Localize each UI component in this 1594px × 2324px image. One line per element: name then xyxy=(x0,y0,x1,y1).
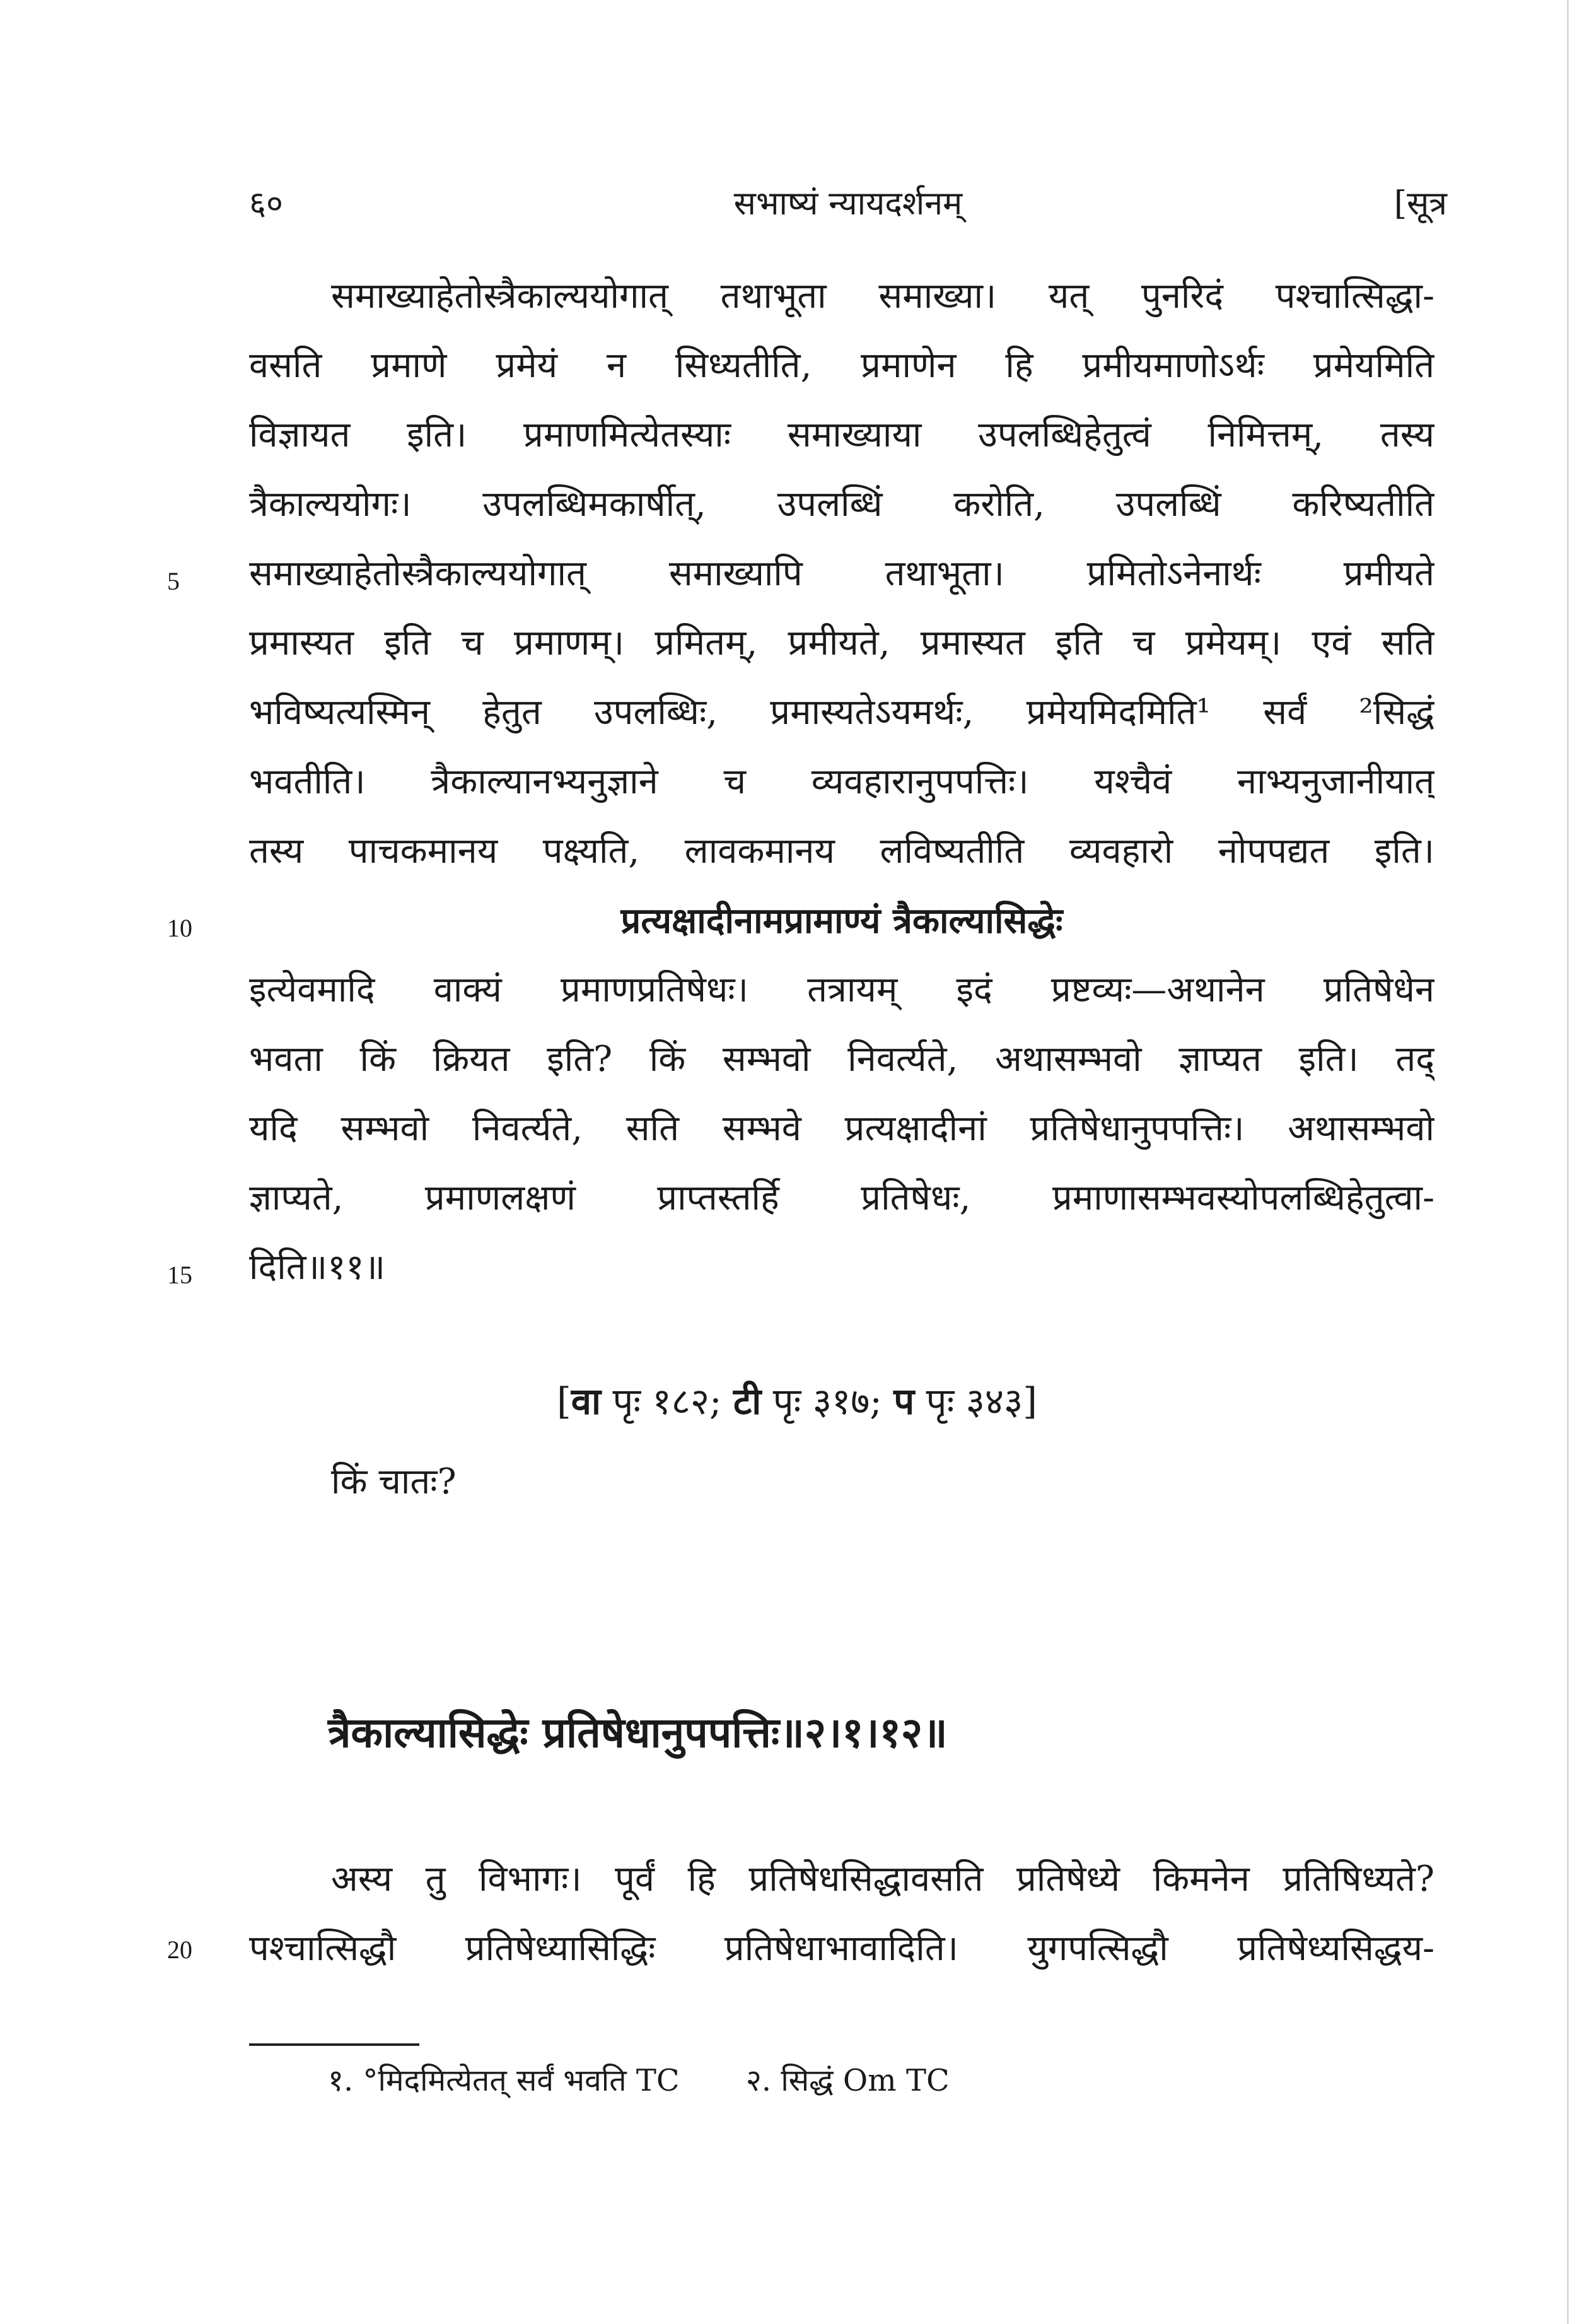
page-edge-shadow xyxy=(1567,0,1569,2324)
commentary-reference: [वा पृः १८२; टी पृः ३१७; प पृः ३४३] xyxy=(557,1380,1037,1423)
line-number: 15 xyxy=(167,1261,192,1289)
ref-parishuddhi: प xyxy=(893,1380,915,1423)
text-line: अस्य तु विभागः। पूर्वं हि प्रतिषेधसिद्धावसति प्रतिषेध्ये किमनेन प्रतिषिध्यते? xyxy=(331,1859,1434,1900)
text-line: भवता किं क्रियत इति? किं सम्भवो निवर्त्यते, अथासम्भवो ज्ञाप्यत इति। तद् xyxy=(249,1039,1434,1080)
text-line: तस्य पाचकमानय पक्ष्यति, लावकमानय लविष्यतीति व्यवहारो नोपपद्यत इति। xyxy=(249,831,1434,872)
text-line: भवतीति। त्रैकाल्यानभ्यनुज्ञाने च व्यवहारानुपपत्तिः। यश्चैवं नाभ्यनुजानीयात् xyxy=(249,761,1434,802)
footnote-rule xyxy=(249,2043,419,2046)
question-line: किं चातः? xyxy=(331,1461,457,1502)
text-line: ज्ञाप्यते, प्रमाणलक्षणं प्राप्तस्तर्हि प्रतिषेधः, प्रमाणासम्भवस्योपलब्धिहेतुत्वा- xyxy=(249,1177,1434,1218)
text-line: त्रैकाल्ययोगः। उपलब्धिमकार्षीत्, उपलब्धिं करोति, उपलब्धिं करिष्यतीति xyxy=(249,484,1434,525)
line-number: 5 xyxy=(167,567,180,595)
text-line: वसति प्रमाणे प्रमेयं न सिध्यतीति, प्रमाणेन हि प्रमीयमाणोऽर्थः प्रमेयमिति xyxy=(249,345,1434,386)
section-marker: [सूत्र xyxy=(1393,185,1447,223)
text-line: विज्ञायत इति। प्रमाणमित्येतस्याः समाख्याया उपलब्धिहेतुत्वं निमित्तम्, तस्य xyxy=(249,414,1434,455)
ref-tika: टी xyxy=(733,1380,762,1423)
text-line: यदि सम्भवो निवर्त्यते, सति सम्भवे प्रत्यक्षादीनां प्रतिषेधानुपपत्तिः। अथासम्भवो xyxy=(249,1108,1434,1149)
line-number: 20 xyxy=(167,1936,192,1964)
text-line: इत्येवमादि वाक्यं प्रमाणप्रतिषेधः। तत्रायम् इदं प्रष्टव्यः—अथानेन प्रतिषेधेन xyxy=(249,969,1434,1010)
line-number: 10 xyxy=(167,914,192,942)
text-line: भविष्यत्यस्मिन् हेतुत उपलब्धिः, प्रमास्यतेऽयमर्थः, प्रमेयमिदमिति¹ सर्वं ²सिद्धं xyxy=(249,692,1434,733)
running-header xyxy=(249,180,1447,236)
text-line: समाख्याहेतोस्त्रैकाल्ययोगात् तथाभूता समाख्या। यत् पुनरिदं पश्चात्सिद्धा- xyxy=(331,276,1434,317)
text-line: दिति॥११॥ xyxy=(249,1247,385,1288)
text-line: समाख्याहेतोस्त्रैकाल्ययोगात् समाख्यापि तथाभूता। प्रमितोऽनेनार्थः प्रमीयते xyxy=(249,553,1434,594)
quoted-sutra-line: प्रत्यक्षादीनामप्रामाण्यं त्रैकाल्यासिद्धेः xyxy=(620,900,1063,942)
footnotes xyxy=(328,2059,1006,2100)
running-title: सभाष्यं न्यायदर्शनम् xyxy=(733,185,963,223)
page-number: ६० xyxy=(249,185,284,223)
text-line: प्रमास्यत इति च प्रमाणम्। प्रमितम्, प्रमीयते, प्रमास्यत इति च प्रमेयम्। एवं सति xyxy=(249,622,1434,663)
text-line: पश्चात्सिद्धौ प्रतिषेध्यासिद्धिः प्रतिषेधाभावादिति। युगपत्सिद्धौ प्रतिषेध्यसिद्धय- xyxy=(249,1928,1434,1969)
ref-vartika: वा xyxy=(571,1380,602,1423)
footnote-1: १. °मिदमित्येतत् सर्वं भवति TC xyxy=(328,2063,680,2098)
sutra-heading: त्रैकाल्यासिद्धेः प्रतिषेधानुपपत्तिः॥२।१।१२॥ xyxy=(328,1708,948,1757)
footnote-2: २. सिद्धं Om TC xyxy=(745,2063,950,2098)
